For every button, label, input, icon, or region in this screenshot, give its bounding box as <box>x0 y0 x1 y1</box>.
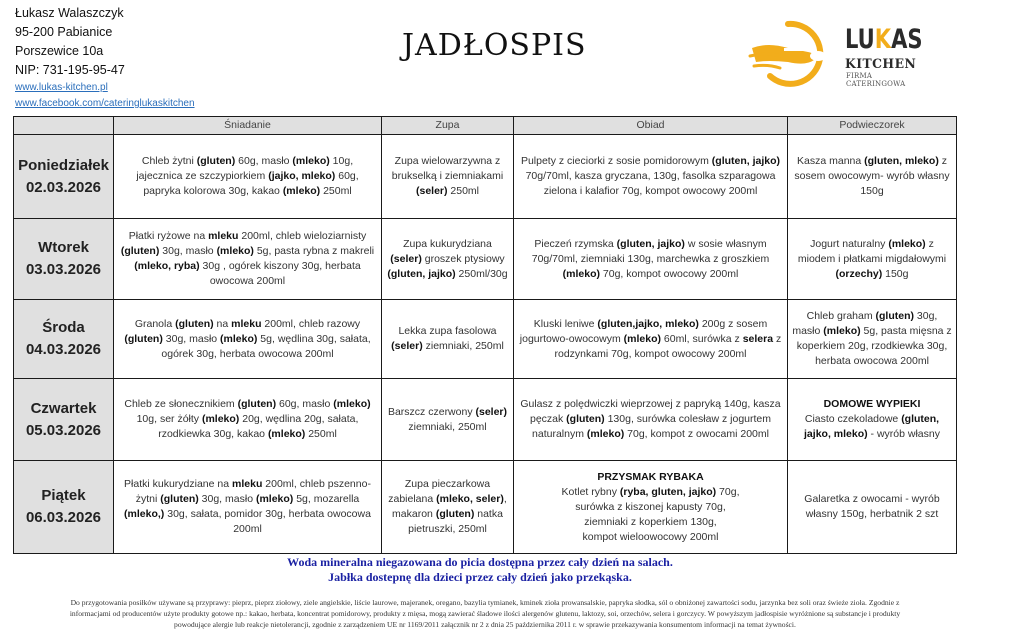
logo-emblem-icon <box>748 18 848 88</box>
obiad-cell: PRZYSMAK RYBAKA Kotlet rybny (ryba, gluten, jajko) 70g, surówka z kiszonej kapusty 70g, ziemniaki z koperkiem 130g, kompot wieloowocowy 200ml <box>514 461 788 554</box>
day-cell <box>14 135 114 219</box>
podwieczorek-cell: Kasza manna (gluten, mleko) z sosem owocowym- wyrób własny 150g <box>788 135 957 219</box>
day-date: 02.03.2026 <box>25 178 102 196</box>
note-water: Woda mineralna niegazowana do picia dostępna przez cały dzień na salach. <box>287 555 673 569</box>
table-row <box>14 219 957 300</box>
footnote-line: powodujące alergie lub reakcje nietolerancji, zgodnie z zarządzeniem UE nr 1169/2011 załącznik nr 2 z dnia 25 października 2011 r. w sprawie przekazywania konsumentom informacji na temat żywności. <box>174 620 796 629</box>
table-row <box>14 461 957 554</box>
logo-kitchen: KITCHEN <box>845 57 917 72</box>
sniadanie-cell: Granola (gluten) na mleku 200ml, chleb razowy (gluten) 30g, masło (mleko) 5g, wędlina 30g, sałata, ogórek 30g, herbata owocowa 200ml <box>114 300 382 379</box>
day-date: 05.03.2026 <box>25 421 102 439</box>
header-obiad: Obiad <box>514 117 788 135</box>
header-podwieczorek: Podwieczorek <box>788 117 957 135</box>
day-date: 04.03.2026 <box>25 341 102 358</box>
page-title: JADŁOSPIS <box>402 28 587 63</box>
obiad-cell: Pulpety z cieciorki z sosie pomidorowym (gluten, jajko) 70g/70ml, kasza gryczana, 130g, fasolka szparagowa zielona i kalafior 70g, kompot owocowy 200ml <box>514 135 788 219</box>
day-date: 06.03.2026 <box>25 509 102 526</box>
contact-street: Porszewice 10a <box>15 44 104 58</box>
note-apples: Jabłka dostepnę dla dzieci przez cały dzień jako przekąska. <box>328 570 632 584</box>
day-name: Poniedziałek <box>18 156 109 174</box>
sniadanie-cell: Płatki ryżowe na mleku 200ml, chleb wieloziarnisty (gluten) 30g, masło (mleko) 5g, pasta rybna z makreli (mleko, ryba) 30g , ogórek kiszony 30g, herbata owocowa 200ml <box>114 219 382 300</box>
zupa-cell: Zupa kukurydziana (seler) groszek ptysiowy (gluten, jajko) 250ml/30g <box>382 219 514 300</box>
table-row <box>14 135 957 219</box>
header-zupa: Zupa <box>382 117 514 135</box>
logo-brand <box>845 24 923 55</box>
day-cell <box>14 219 114 300</box>
logo-brand-part1: LU <box>845 24 875 55</box>
obiad-cell: Pieczeń rzymska (gluten, jajko) w sosie własnym 70g/70ml, ziemniaki 130g, marchewka z groszkiem (mleko) 70g, kompot owocowy 200ml <box>514 219 788 300</box>
podwieczorek-cell: Chleb graham (gluten) 30g, masło (mleko) 5g, pasta mięsna z koperkiem 20g, rzodkiewka 30g, herbata owocowa 200ml <box>788 300 957 379</box>
day-name: Piątek <box>41 487 86 504</box>
day-name: Wtorek <box>38 239 89 256</box>
menu-table <box>13 116 957 554</box>
footnote-line: informacjami od producentów użyte produkty gotowe np.: kakao, herbata, koncentrat pomidorowy, produkty z mięsa, mogą zawierać śladowe ilości alergenów glutenu, laktozy, soi, orzechów, selera i gorczycy. W powyższym jadłospisie wyróżnione są substancje i produkty <box>69 609 901 618</box>
header-day <box>14 117 114 135</box>
day-cell <box>14 300 114 379</box>
sniadanie-cell: Płatki kukurydziane na mleku 200ml, chleb pszenno-żytni (gluten) 30g, masło (mleko) 5g, mozarella (mleko,) 30g, sałata, pomidor 30g, herbata owocowa 200ml <box>114 461 382 554</box>
header-sniadanie: Śniadanie <box>114 117 382 135</box>
company-logo <box>748 18 928 88</box>
day-name: Środa <box>42 319 85 336</box>
facebook-link[interactable]: www.facebook.com/cateringlukaskitchen <box>15 98 195 109</box>
contact-block <box>15 4 195 112</box>
logo-brand-k: K <box>874 24 892 55</box>
day-cell <box>14 379 114 461</box>
podwieczorek-cell: DOMOWE WYPIEKI Ciasto czekoladowe (gluten, jajko, mleko) - wyrób własny <box>788 379 957 461</box>
contact-nip: NIP: 731-195-95-47 <box>15 63 125 77</box>
zupa-cell: Zupa wielowarzywna z brukselką i ziemniakami (seler) 250ml <box>382 135 514 219</box>
sniadanie-cell: Chleb żytni (gluten) 60g, masło (mleko) 10g, jajecznica ze szczypiorkiem (jajko, mleko) 60g, papryka kolorowa 30g, kakao (mleko) 250ml <box>114 135 382 219</box>
contact-name: Łukasz Walaszczyk <box>15 6 124 20</box>
contact-postal: 95-200 Pabianice <box>15 25 113 39</box>
footnote-line: Do przygotowania posiłków używane są przyprawy: pieprz, pieprz ziołowy, ziele angielskie, liście laurowe, majeranek, oregano, bazylia tymianek, kminek zioła prowansalskie, papryka słodka, sól o obniżonej zawartości sodu, jarzynka bez soli oraz świeże zioła. Zgodnie z <box>70 598 900 607</box>
sniadanie-cell: Chleb ze słonecznikiem (gluten) 60g, masło (mleko) 10g, ser żółty (mleko) 20g, wędlina 20g, sałata, rzodkiewka 30g, kakao (mleko) 250ml <box>114 379 382 461</box>
podwieczorek-cell: Galaretka z owocami - wyrób własny 150g, herbatnik 2 szt <box>788 461 957 554</box>
table-row <box>14 379 957 461</box>
notes-block <box>0 555 960 585</box>
header-row <box>14 117 957 135</box>
obiad-cell: Gulasz z polędwiczki wieprzowej z papryką 140g, kasza pęczak (gluten) 130g, surówka colesław z jogurtem naturalnym (mleko) 70g, kompot z owocami 200ml <box>514 379 788 461</box>
zupa-cell: Lekka zupa fasolowa (seler) ziemniaki, 250ml <box>382 300 514 379</box>
podwieczorek-cell: Jogurt naturalny (mleko) z miodem i płatkami migdałowymi (orzechy) 150g <box>788 219 957 300</box>
allergen-footnote <box>20 597 950 630</box>
zupa-cell: Zupa pieczarkowa zabielana (mleko, seler), makaron (gluten) natka pietruszki, 250ml <box>382 461 514 554</box>
day-date: 03.03.2026 <box>25 261 102 278</box>
website-link[interactable]: www.lukas-kitchen.pl <box>15 82 108 93</box>
logo-brand-part2: AS <box>891 24 923 55</box>
logo-subtitle: FIRMA CATERINGOWA <box>846 72 906 88</box>
day-name: Czwartek <box>30 399 97 417</box>
day-cell <box>14 461 114 554</box>
zupa-cell: Barszcz czerwony (seler) ziemniaki, 250ml <box>382 379 514 461</box>
obiad-cell: Kluski leniwe (gluten,jajko, mleko) 200g z sosem jogurtowo-owocowym (mleko) 60ml, surówka z selera z rodzynkami 70g, kompot owocowy 200ml <box>514 300 788 379</box>
table-row <box>14 300 957 379</box>
